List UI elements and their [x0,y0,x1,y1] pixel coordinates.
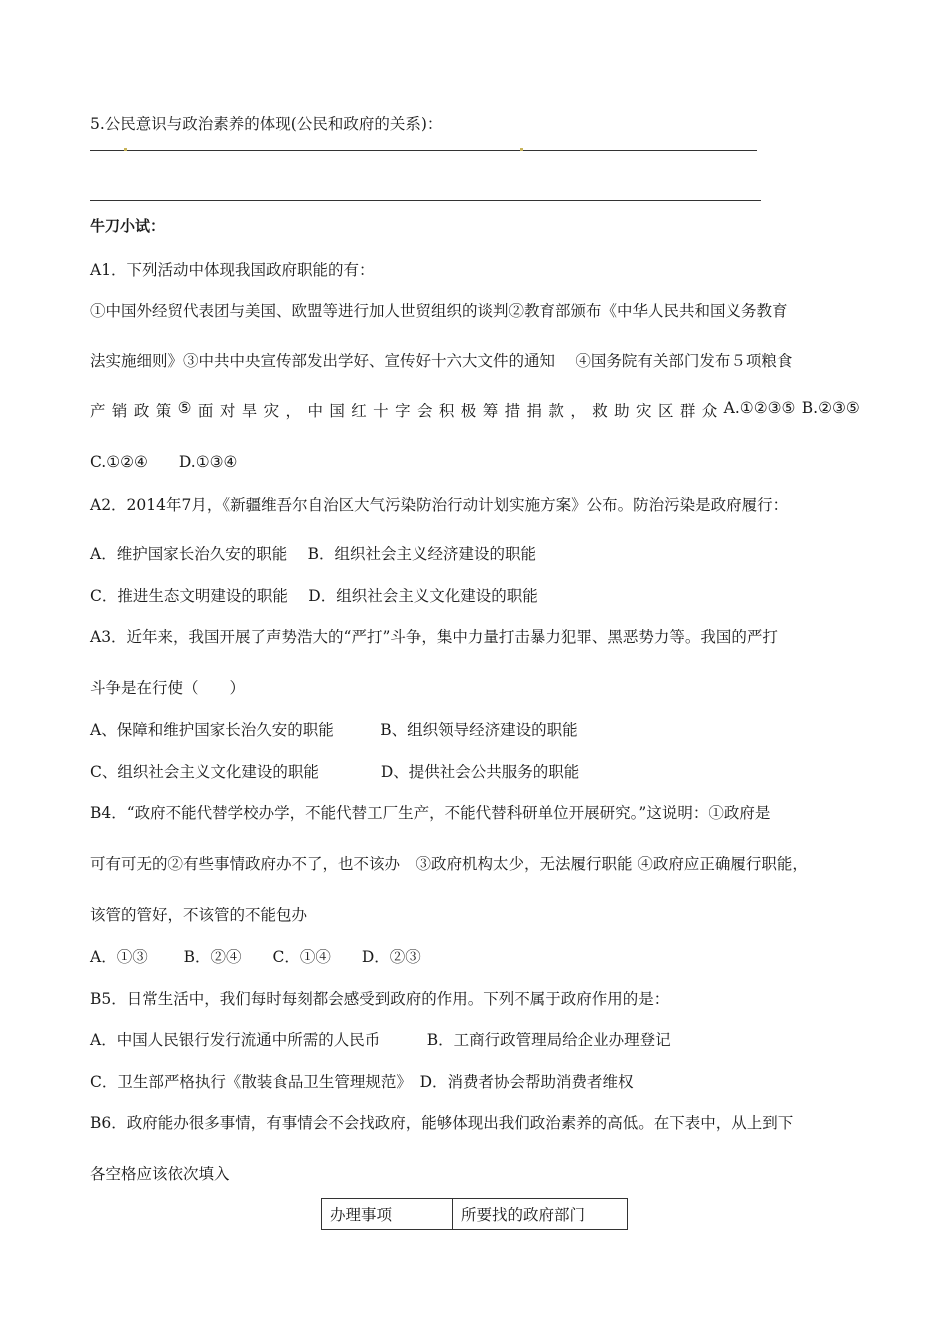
question-a1-stem: A1．下列活动中体现我国政府职能的有： [90,261,375,279]
department-table [321,1198,628,1230]
text-char: 红 [351,402,367,420]
practice-title: 牛刀小试： [90,217,166,235]
text-char: 策 [155,402,172,420]
question-b4-stem-3: 该管的管好，不该管的不能包办 [90,906,308,924]
mark-dot [520,148,523,151]
text-char: 对 [219,402,236,420]
question-b6-stem-1: B6．政府能办很多事情，有事情会不会找政府，能够体现出我们政治素养的高低。在下表中，从上到下 [90,1114,794,1132]
text-char: 捐 [526,402,543,420]
answer-line-1 [90,150,757,151]
text-char: ， [570,402,586,420]
mark-dot [124,148,127,151]
text-char: ⑤ [177,399,192,417]
question-b5-options-cd: C．卫生部严格执行《散装食品卫生管理规范》 D．消费者协会帮助消费者维权 [90,1073,634,1091]
text-char: 中 [307,402,323,420]
text-char: 十 [373,402,389,420]
question-b5-options-ab: A．中国人民银行发行流通中所需的人民币 B．工商行政管理局给企业办理登记 [90,1031,671,1049]
question-b4-stem-2: 可有可无的②有些事情政府办不了，也不该办 ③政府机构太少，无法履行职能 ④政府应正确履行职能， [90,855,808,873]
text-char: 措 [504,402,521,420]
question-a2-options-cd: C．推进生态文明建设的职能 D．组织社会主义文化建设的职能 [90,587,538,605]
text-char: 灾 [263,402,280,420]
text-char: 灾 [636,402,652,420]
option-a: A.①②③⑤ [723,399,796,417]
question-a2-stem: A2．2014年7月，《新疆维吾尔自治区大气污染防治行动计划实施方案》公布。防治污染是政府履行： [90,496,789,514]
text-char: 字 [395,402,411,420]
text-char: 面 [197,402,214,420]
text-char: 众 [701,402,718,420]
question-a3-options-cd: C、组织社会主义文化建设的职能 D、提供社会公共服务的职能 [90,763,580,781]
text-char: 筹 [482,402,499,420]
question-a3-options-ab: A、保障和维护国家长治久安的职能 B、组织领导经济建设的职能 [90,721,578,739]
table-header-cell: 办理事项 [322,1199,453,1230]
text-char: ， [285,402,302,420]
section5-heading: 5.公民意识与政治素养的体现(公民和政府的关系)： [90,115,443,133]
text-char: 国 [329,402,345,420]
table-row [322,1199,628,1230]
question-a1-line1: ①中国外经贸代表团与美国、欧盟等进行加人世贸组织的谈判②教育部颁布《中华人民共和国义务教育 [90,302,788,320]
text-char: 产 [90,402,106,420]
question-a1-options: C.①②④ D.①③④ [90,453,238,471]
text-char: 救 [592,402,608,420]
question-b5-stem: B5．日常生活中，我们每时每刻都会感受到政府的作用。下列不属于政府作用的是： [90,990,670,1008]
text-char: 销 [111,402,128,420]
text-char: 区 [657,402,674,420]
question-b6-stem-2: 各空格应该依次填入 [90,1165,230,1183]
question-a3-stem-1: A3．近年来，我国开展了声势浩大的“严打”斗争，集中力量打击暴力犯罪、黑恶势力等。我国的严打 [90,628,778,646]
text-char: 款 [548,402,564,420]
option-b: B.②③⑤ [801,399,860,417]
text-char: 政 [133,402,150,420]
answer-line-2 [90,200,761,201]
question-a3-stem-2: 斗争是在行使（ ） [90,679,246,697]
text-char: 会 [416,402,433,420]
text-char: 群 [679,402,696,420]
text-char: 助 [614,402,630,420]
text-char: 极 [460,402,477,420]
question-a1-line3 [90,399,860,421]
question-b4-stem-1: B4．“政府不能代替学校办学，不能代替工厂生产，不能代替科研单位开展研究。”这说明：①政府是 [90,804,771,822]
table-header-cell: 所要找的政府部门 [453,1199,628,1230]
text-char: 积 [438,402,455,420]
question-a2-options-ab: A．维护国家长治久安的职能 B．组织社会主义经济建设的职能 [90,545,537,563]
text-char: 旱 [241,402,258,420]
question-a1-line2: 法实施细则》③中共中央宣传部发出学好、宣传好十六大文件的通知 ④国务院有关部门发布５项粮食 [90,352,793,370]
question-b4-options: A．①③ B．②④ C．①④ D．②③ [90,948,421,966]
